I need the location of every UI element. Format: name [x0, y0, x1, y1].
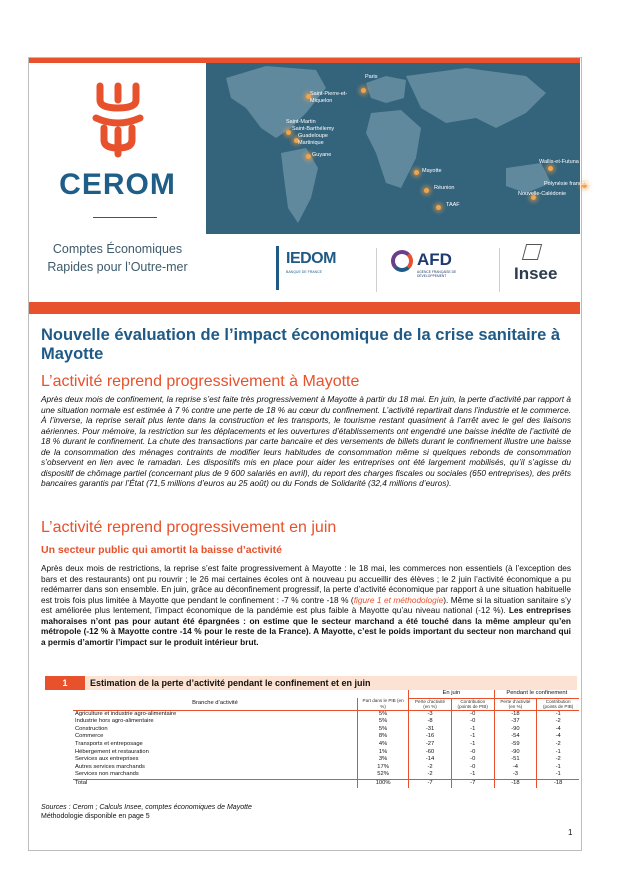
cerom-logo-panel [29, 58, 206, 302]
lockdown-contrib-value: -4 [537, 733, 579, 741]
lockdown-loss-value: -90 [494, 749, 537, 757]
col-june-contrib: Contribution (points de PIB) [451, 698, 494, 710]
label-reunion: Réunion [434, 185, 455, 191]
label-spm [310, 91, 350, 105]
marker-saint-martin [286, 130, 291, 135]
iedom-sub: BANQUE DE FRANCE [286, 270, 322, 274]
table-row [73, 764, 579, 772]
june-loss-value: -27 [409, 741, 452, 749]
insee-name: Insee [514, 264, 558, 283]
lockdown-loss-value: -18 [494, 710, 537, 718]
afd-name: AFD [417, 250, 452, 269]
june-loss-value: -3 [409, 710, 452, 718]
lockdown-contrib-value: -1 [537, 764, 579, 772]
june-contrib-value: -0 [451, 718, 494, 726]
col-lockdown-contrib: Contribution (points de PIB) [537, 698, 579, 710]
table-row [73, 733, 579, 741]
group-spacer [357, 690, 408, 698]
table-row [73, 741, 579, 749]
share-value: 17% [357, 764, 408, 772]
group-spacer [73, 690, 357, 698]
marker-taaf [436, 205, 441, 210]
lockdown-contrib-value: -2 [537, 718, 579, 726]
table-row [73, 749, 579, 757]
share-value: 8% [357, 733, 408, 741]
marker-guyane [306, 154, 311, 159]
label-saint-martin: Saint-Martin [286, 119, 316, 125]
insee-mark-icon [522, 244, 542, 260]
article-title: Nouvelle évaluation de l’impact économique de la crise sanitaire à Mayotte [41, 326, 561, 363]
branch-name: Services aux entreprises [75, 756, 139, 763]
table-group-header [73, 690, 579, 698]
lockdown-contrib-value: -4 [537, 726, 579, 734]
table-row [73, 710, 579, 718]
body-paragraph [41, 563, 571, 647]
june-contrib-value: -0 [451, 764, 494, 772]
section-subtitle: Un secteur public qui amortit la baisse d’activité [41, 544, 282, 556]
label-guyane: Guyane [312, 152, 332, 158]
lockdown-contrib-value: -2 [537, 741, 579, 749]
cerom-emblem-icon [90, 78, 146, 158]
marker-paris [361, 88, 366, 93]
figure-number: 1 [45, 676, 85, 690]
lockdown-contrib-value: -1 [537, 749, 579, 757]
table-row [73, 756, 579, 764]
table-row [73, 726, 579, 734]
june-loss-value: -2 [409, 764, 452, 772]
june-loss-value: -2 [409, 771, 452, 779]
branch-name: Agriculture et industrie agro-alimentaire [75, 710, 177, 717]
body-text-bold: Les entreprises mahoraises n’ont pas pour autant été épargnées : on estime que le secteur marchand a été touché dans la même ampleur qu’en métropole (-12 % à Mayotte contre -14 % pour le reste de la France). A Mayotte, c’est le poids important du secteur non marchand qui a permis d’amortir l’impact sur le produit intérieur brut. [41, 605, 571, 647]
share-value: 1% [357, 749, 408, 757]
june-loss-value: -14 [409, 756, 452, 764]
june-contrib-value: -0 [451, 710, 494, 718]
total-june-contrib: -7 [451, 779, 494, 787]
header-accent-rule [29, 302, 580, 314]
branch-name: Commerce [75, 733, 104, 740]
col-june-loss: Perte d’activité (en %) [409, 698, 452, 710]
overseas-territories-map [206, 58, 592, 234]
afd-sub: AGENCE FRANÇAISE DE DÉVELOPPEMENT [417, 270, 457, 278]
lockdown-contrib-value: -2 [537, 756, 579, 764]
afd-ring-icon [391, 250, 413, 272]
june-loss-value: -31 [409, 726, 452, 734]
share-value: 5% [357, 726, 408, 734]
label-nouvelle-caledonie: Nouvelle-Calédonie [518, 191, 567, 197]
cerom-tagline [29, 240, 206, 276]
body-text-a: Après deux mois de restrictions, la reprise s’est faite progressivement à Mayotte : le 18 mai, les commerces non essentiels (à l’exception des bars et des restaurants) ont pu rouvrir ; le 26 mai certaines écoles ont à nouveau pu accueillir des élèves ; le 2 juin l’activité économique a pu redémarrer dans son ensemble. En juin, grâce au déconfinement progressif, la perte d’activité économique par rapport à une situation habituelle est trois fois plus limitée à Mayotte que pendant le confinement : -7 % contre -18 % ( [41, 563, 571, 605]
share-value: 5% [357, 718, 408, 726]
label-taaf: TAAF [446, 202, 460, 208]
divider [93, 217, 157, 218]
page-number: 1 [568, 828, 573, 837]
partner-separator-2 [499, 248, 500, 292]
total-share: 100% [357, 779, 408, 787]
col-branch: Branche d’activité [73, 698, 357, 710]
share-value: 5% [357, 710, 408, 718]
june-contrib-value: -1 [451, 733, 494, 741]
lockdown-loss-value: -51 [494, 756, 537, 764]
lockdown-loss-value: -3 [494, 771, 537, 779]
table-total-row [73, 779, 579, 787]
table-row [73, 771, 579, 779]
marker-reunion [424, 188, 429, 193]
branch-name: Construction [75, 725, 108, 732]
article-subtitle: L’activité reprend progressivement à Mayotte [41, 373, 360, 390]
june-contrib-value: -0 [451, 749, 494, 757]
total-label: Total [73, 779, 357, 787]
header [29, 58, 592, 302]
iedom-logo [286, 250, 336, 274]
source-line: Sources : Cerom ; Calculs Insee, comptes économiques de Mayotte [41, 804, 252, 811]
branch-name: Autres services marchands [75, 763, 145, 770]
table-row [73, 718, 579, 726]
world-map-icon [206, 58, 580, 234]
branch-name: Services non marchands [75, 771, 139, 778]
label-paris: Paris [365, 74, 378, 80]
summary-paragraph: Après deux mois de confinement, la reprise s’est faite très progressivement à Mayotte à partir du 18 mai. En juin, la perte d’activité par rapport à une situation normale est estimée à 7 % contre une perte de 18 % au cœur du confinement. L’activité repartirait dans l’industrie et le commerce. À l’inverse, la reprise serait plus lente dans la construction et les transports, le tourisme restant quasiment à l’arrêt avec le gel des liaisons aériennes. Pour mémoire, la restriction sur les déplacements et les ouvertures d’établissements ont engendré une baisse inédite de l’activité de 18 % durant le confinement. La chute des transactions par carte bancaire et des versements de billets durant le confinement illustre une baisse de la consommation des ménages contraints de modifier leurs habitudes de consommation même si quelques rebonds de consommation s’observent en lien avec le ramadan. Les dispositifs mis en place pour aider les entreprises ont été largement mobilisés, qu’il s’agisse du dispositif de chômage partiel (concernant plus de 9 600 salariés en avril), du report des charges fiscales ou sociales (650 entreprises), des prêts bancaires garantis par l’État (71,5 millions d’euros au 25 août) ou du Fonds de Solidarité (32,4 millions d’euros). [41, 394, 571, 488]
june-loss-value: -60 [409, 749, 452, 757]
partner-separator-1 [376, 248, 377, 292]
total-lockdown-contrib: -18 [537, 779, 579, 787]
group-june: En juin [409, 690, 494, 698]
branch-name: Industrie hors agro-alimentaire [75, 718, 154, 725]
lockdown-loss-value: -37 [494, 718, 537, 726]
activity-loss-table [73, 690, 579, 788]
share-value: 52% [357, 771, 408, 779]
marker-wallis [548, 166, 553, 171]
label-spm-text: Saint-Pierre-et-Miquelon [310, 91, 348, 104]
iedom-bars-icon [276, 246, 279, 290]
marker-mayotte [414, 170, 419, 175]
june-contrib-value: -1 [451, 741, 494, 749]
total-june-loss: -7 [409, 779, 452, 787]
lockdown-loss-value: -59 [494, 741, 537, 749]
group-lockdown: Pendant le confinement [494, 690, 579, 698]
tagline-line-1: Comptes Économiques [52, 242, 183, 256]
june-contrib-value: -1 [451, 771, 494, 779]
lockdown-loss-value: -4 [494, 764, 537, 772]
label-martinique: Martinique [298, 140, 324, 146]
section-title: L’activité reprend progressivement en juin [41, 519, 337, 536]
lockdown-loss-value: -90 [494, 726, 537, 734]
june-contrib-value: -1 [451, 726, 494, 734]
figure-source [41, 803, 252, 821]
top-accent-strip [29, 58, 580, 63]
total-lockdown-loss: -18 [494, 779, 537, 787]
share-value: 4% [357, 741, 408, 749]
cerom-wordmark: CEROM [59, 168, 176, 201]
iedom-name: IEDOM [286, 250, 336, 267]
col-share: Part dans le PIB (en %) [357, 698, 408, 710]
branch-name: Hébergement et restauration [75, 748, 149, 755]
col-lockdown-loss: Perte d’activité (en %) [494, 698, 537, 710]
june-loss-value: -8 [409, 718, 452, 726]
figure-title: Estimation de la perte d’activité pendant le confinement et en juin [90, 678, 371, 688]
june-loss-value: -16 [409, 733, 452, 741]
share-value: 3% [357, 756, 408, 764]
tagline-line-2: Rapides pour l’Outre-mer [47, 260, 188, 274]
label-wallis: Wallis-et-Futuna [539, 159, 579, 165]
june-contrib-value: -0 [451, 756, 494, 764]
label-mayotte: Mayotte [422, 168, 442, 174]
partners-logos [206, 234, 580, 302]
figure-reference-link[interactable]: figure 1 et méthodologie [353, 594, 444, 605]
lockdown-contrib-value: -1 [537, 771, 579, 779]
method-note: Méthodologie disponible en page 5 [41, 813, 150, 820]
branch-name: Transports et entreposage [75, 740, 143, 747]
lockdown-contrib-value: -1 [537, 710, 579, 718]
figure-title-bar [45, 676, 577, 690]
lockdown-loss-value: -54 [494, 733, 537, 741]
table-column-header [73, 698, 579, 710]
label-polynesie: Polynésie française [544, 181, 592, 187]
label-guadeloupe: Guadeloupe [298, 133, 328, 139]
body-text-b: ). Même si la situation sanitaire s’y est améliorée plus lentement, l’impact économique de la pandémie est plus faible à Mayotte qu’au niveau national (-12 %). [41, 594, 571, 615]
label-saint-barthelemy: Saint-Barthélemy [292, 126, 335, 132]
